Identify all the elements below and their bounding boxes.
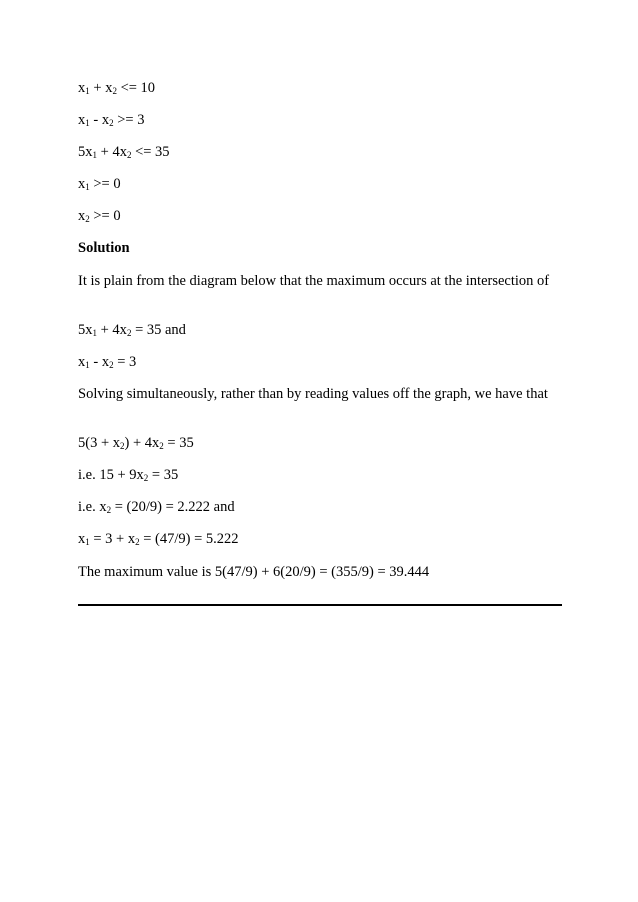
solution-heading: Solution (78, 240, 130, 256)
constraint-4: $x_1 >= 0$ (78, 176, 121, 192)
method-paragraph: Solving simultaneously, rather than by reading values off the graph, we have that (78, 386, 548, 402)
constraint-5: $x_2 >= 0$ (78, 208, 121, 224)
horizontal-rule (78, 604, 562, 606)
constraint-2: $x_1 - x_2 >= 3$ (78, 112, 145, 128)
conclusion: The maximum value is 5(47/9) + 6(20/9) = (355/9) = 39.444 (78, 564, 430, 580)
equation-2: $x_1 - x_2 = 3$ (78, 354, 137, 370)
constraint-1: $x_1 + x_2 <= 10$ (78, 80, 156, 96)
step-3: i.e. $x_2 = (20/9) = 2.222$ and (78, 499, 235, 515)
step-2: i.e. $15 + 9x_2 = 35$ (78, 467, 179, 483)
equation-1: $5x_1 + 4x_2 = 35$ and (78, 322, 186, 338)
step-1: $5(3 + x_2) + 4x_2 = 35$ (78, 435, 194, 451)
intro-paragraph: It is plain from the diagram below that the maximum occurs at the intersection of (78, 273, 550, 289)
constraint-3: $5x_1 + 4x_2 <= 35$ (78, 144, 170, 160)
step-4: $x_1 = 3 + x_2 = (47/9) = 5.222$ (78, 531, 239, 547)
